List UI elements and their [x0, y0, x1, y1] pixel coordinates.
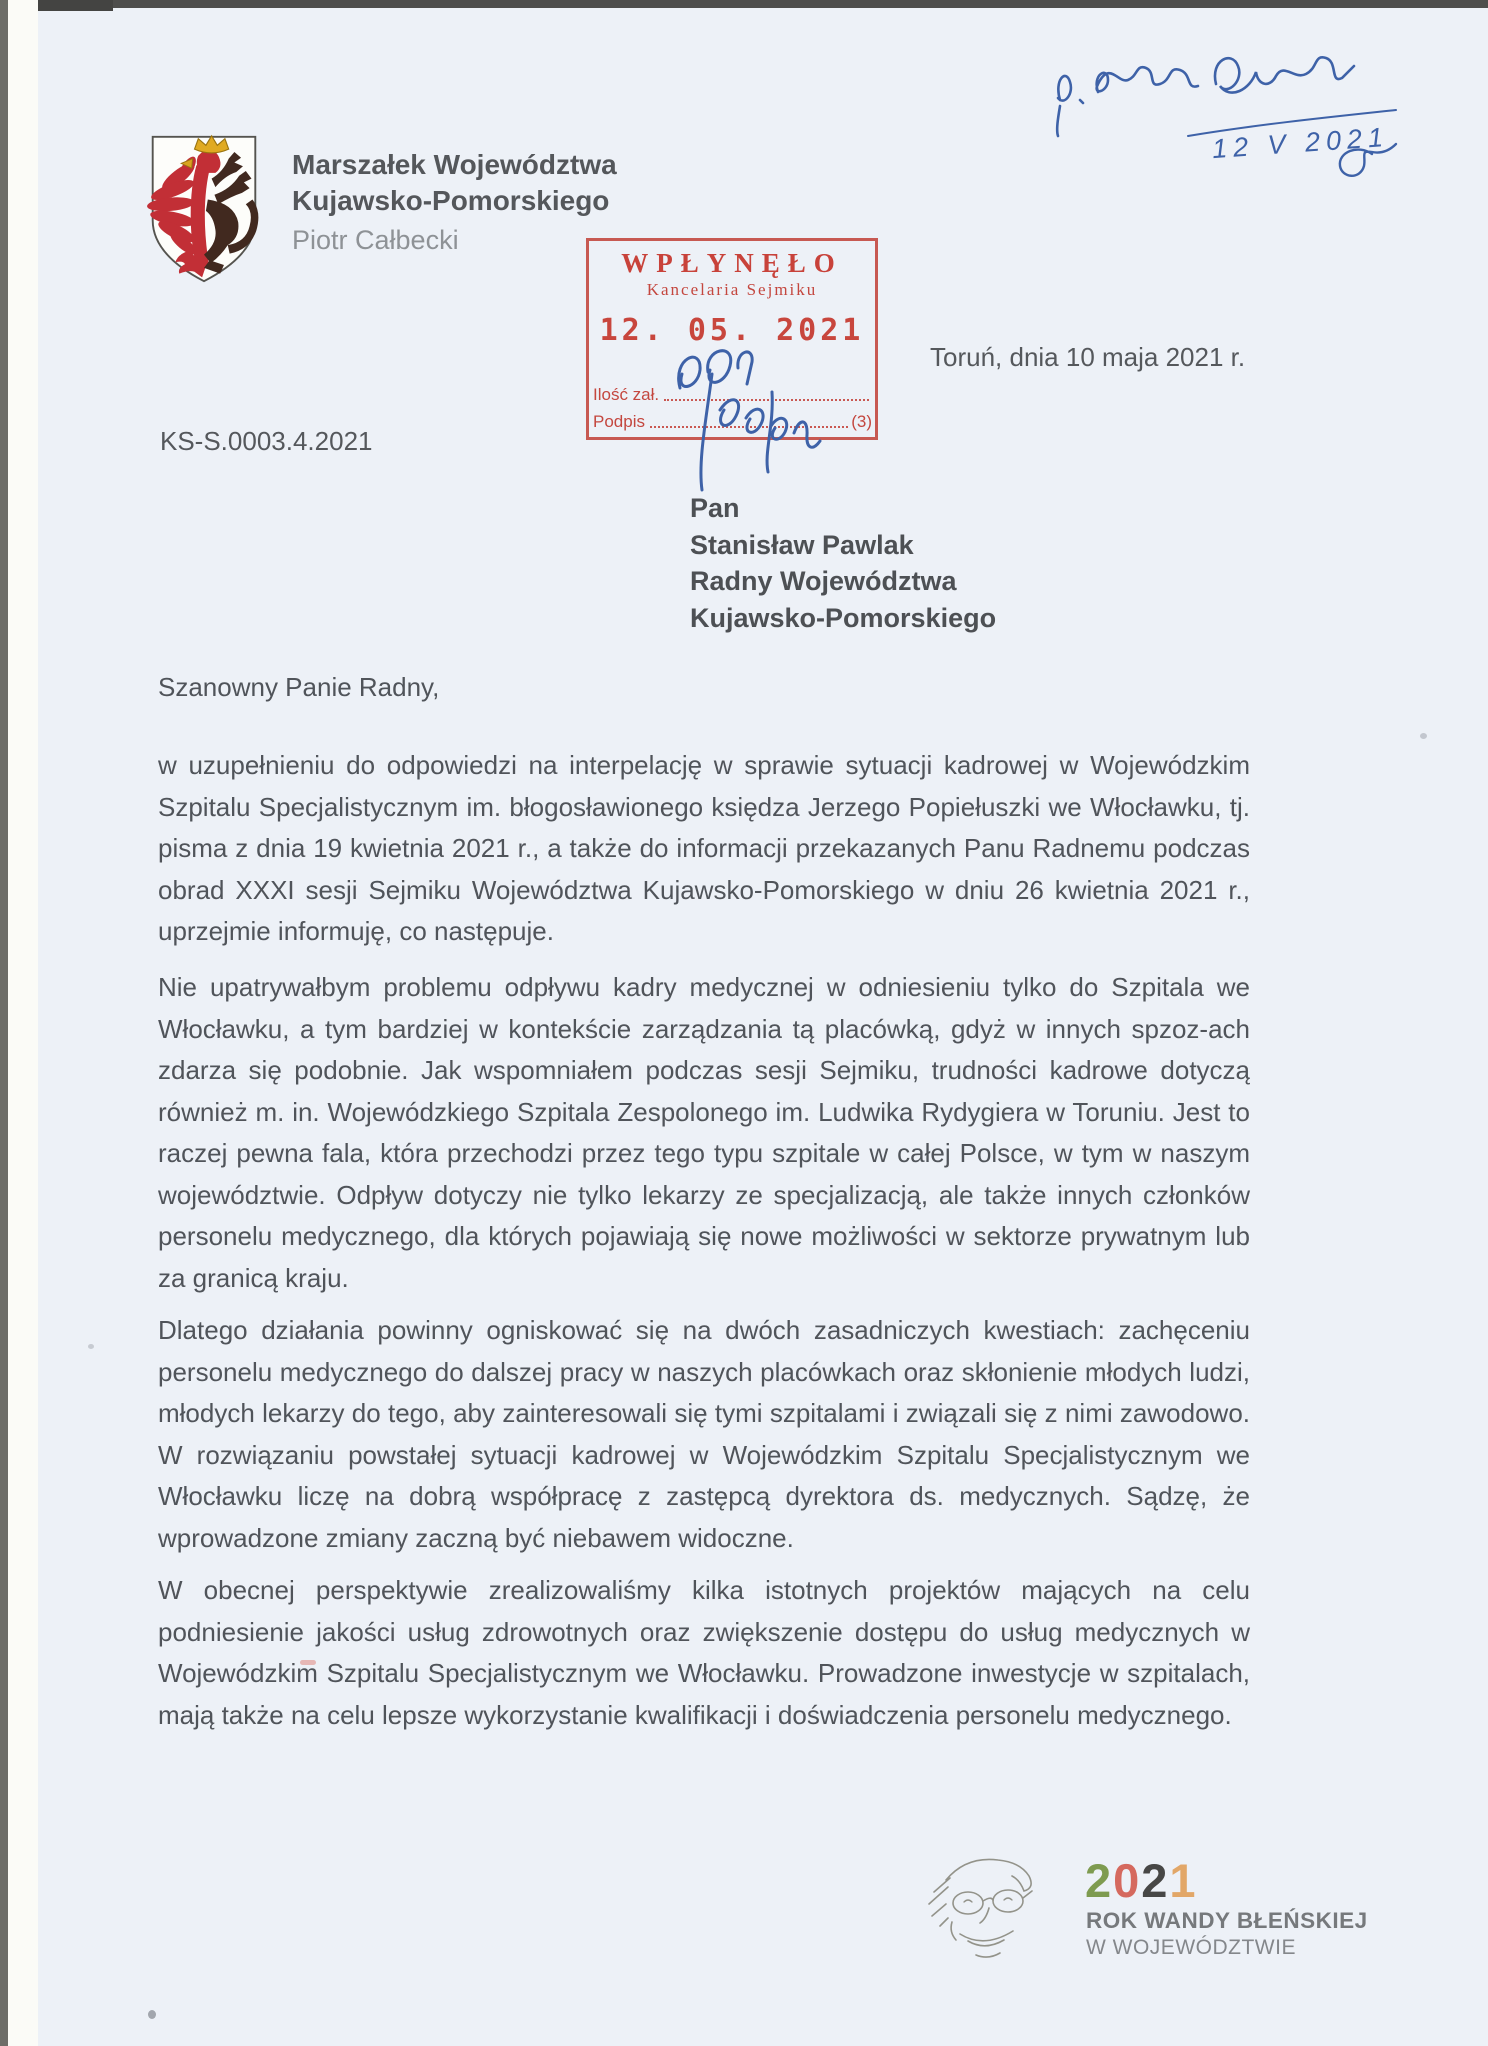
stamp-signature-number: (3) — [851, 412, 872, 431]
handwritten-signature — [650, 330, 860, 505]
scan-edge-left — [0, 0, 8, 2046]
scan-edge-corner — [33, 0, 113, 11]
wanda-blenska-portrait-sketch — [916, 1850, 1060, 1965]
recipient-line: Pan — [690, 493, 740, 523]
scan-speck — [88, 1344, 94, 1349]
body-paragraph-2: Nie upatrywałbym problemu odpływu kadry medycznej w odniesieniu tylko do Szpitala we Włocławku, a tym bardziej w kontekście zarządzania tą placówką, gdyż w innych spzoz-ach zdarza się podobnie. Jak wspomniałem podczas sesji Sejmiku, trudności kadrowe dotyczą również m. in. Wojewódzkiego Szpitala Zespolonego im. Ludwika Rydygiera w Toruniu. Jest to raczej pewna fala, która przechodzi przez tego typu szpitale w całej Polsce, w tym w naszym województwie. Odpływ dotyczy nie tylko lekarzy ze specjalizacją, ale także innych członków personelu medycznego, dla których pojawiają się nowe możliwości w sektorze prywatnym lub za granicą kraju. — [158, 972, 1250, 1293]
recipient-block — [690, 490, 996, 636]
body-paragraph-4: W obecnej perspektywie zrealizowaliśmy kilka istotnych projektów mających na celu podniesienie jakości usług zdrowotnych oraz zwiększenie dostępu do usług medycznych w Wojewódzkim Szpitalu Specjalistycznym we Włocławku. Prowadzone inwestycje w szpitalach, mają także na celu lepsze wykorzystanie kwalifikacji i doświadczenia personelu medycznego. — [158, 1575, 1250, 1730]
recipient-line: Stanisław Pawlak — [690, 529, 914, 560]
year-digit: 2 — [1085, 1854, 1114, 1907]
year-digit: 0 — [1113, 1854, 1142, 1907]
year-digit: 2 — [1141, 1854, 1170, 1907]
scan-edge-top — [33, 0, 1488, 8]
letterhead-sender — [292, 147, 617, 258]
stamp-received-word: WPŁYNĘŁO — [621, 248, 843, 278]
sender-title-line1: Marszałek Województwa — [292, 149, 617, 180]
sender-name: Piotr Całbecki — [292, 225, 459, 255]
scan-speck — [1420, 733, 1427, 739]
place-date-line: Toruń, dnia 10 maja 2021 r. — [930, 342, 1246, 372]
anniversary-line1: ROK WANDY BŁEŃSKIEJ — [1086, 1908, 1368, 1933]
anniversary-line2: W WOJEWÓDZTWIE — [1086, 1936, 1296, 1959]
sender-title-line2: Kujawsko-Pomorskiego — [292, 185, 610, 216]
handwritten-note-scribble — [1040, 38, 1410, 208]
reference-number: KS-S.0003.4.2021 — [160, 426, 373, 456]
handwritten-date: 12 V 2021 — [1211, 121, 1390, 165]
stamp-date: 12. 05. 2021 — [599, 313, 865, 348]
recipient-line: Kujawsko-Pomorskiego — [690, 602, 997, 633]
coat-of-arms-kujawsko-pomorskie — [147, 130, 261, 288]
recipient-line: Radny Województwa — [690, 566, 957, 596]
stamp-office: Kancelaria Sejmiku — [646, 280, 818, 299]
year-digit: 1 — [1169, 1854, 1198, 1907]
stamp-attachments-label: Ilość zał. — [593, 385, 660, 404]
scan-speck — [148, 2010, 156, 2019]
stamp-signature-label: Podpis — [593, 412, 645, 431]
body-paragraph-1: w uzupełnieniu do odpowiedzi na interpelację w sprawie sytuacji kadrowej w Wojewódzkim Szpitalu Specjalistycznym im. błogosławionego księdza Jerzego Popiełuszki we Włocławku, tj. pisma z dnia 19 kwietnia 2021 r., a także do informacji przekazanych Panu Radnemu podczas obrad XXXI sesji Sejmiku Województwa Kujawsko-Pomorskiego w dniu 26 kwietnia 2021 r., uprzejmie informuję, co następuje. — [158, 750, 1250, 946]
salutation: Szanowny Panie Radny, — [158, 672, 440, 702]
scan-edge-margin — [8, 0, 38, 2046]
anniversary-year — [1085, 1853, 1198, 1908]
body-paragraph-3: Dlatego działania powinny ogniskować się na dwóch zasadniczych kwestiach: zachęceniu personelu medycznego do dalszej pracy w naszych placówkach oraz skłonienie młodych ludzi, młodych lekarzy do tego, aby zainteresowali się tymi szpitalami i związali się z nimi zawodowo. W rozwiązaniu powstałej sytuacji kadrowej w Wojewódzkim Szpitalu Specjalistycznym we Włocławku liczę na dobrą współpracę z zastępcą dyrektora ds. medycznych. Sądzę, że wprowadzone zmiany zaczną być niebawem widoczne. — [158, 1315, 1250, 1553]
